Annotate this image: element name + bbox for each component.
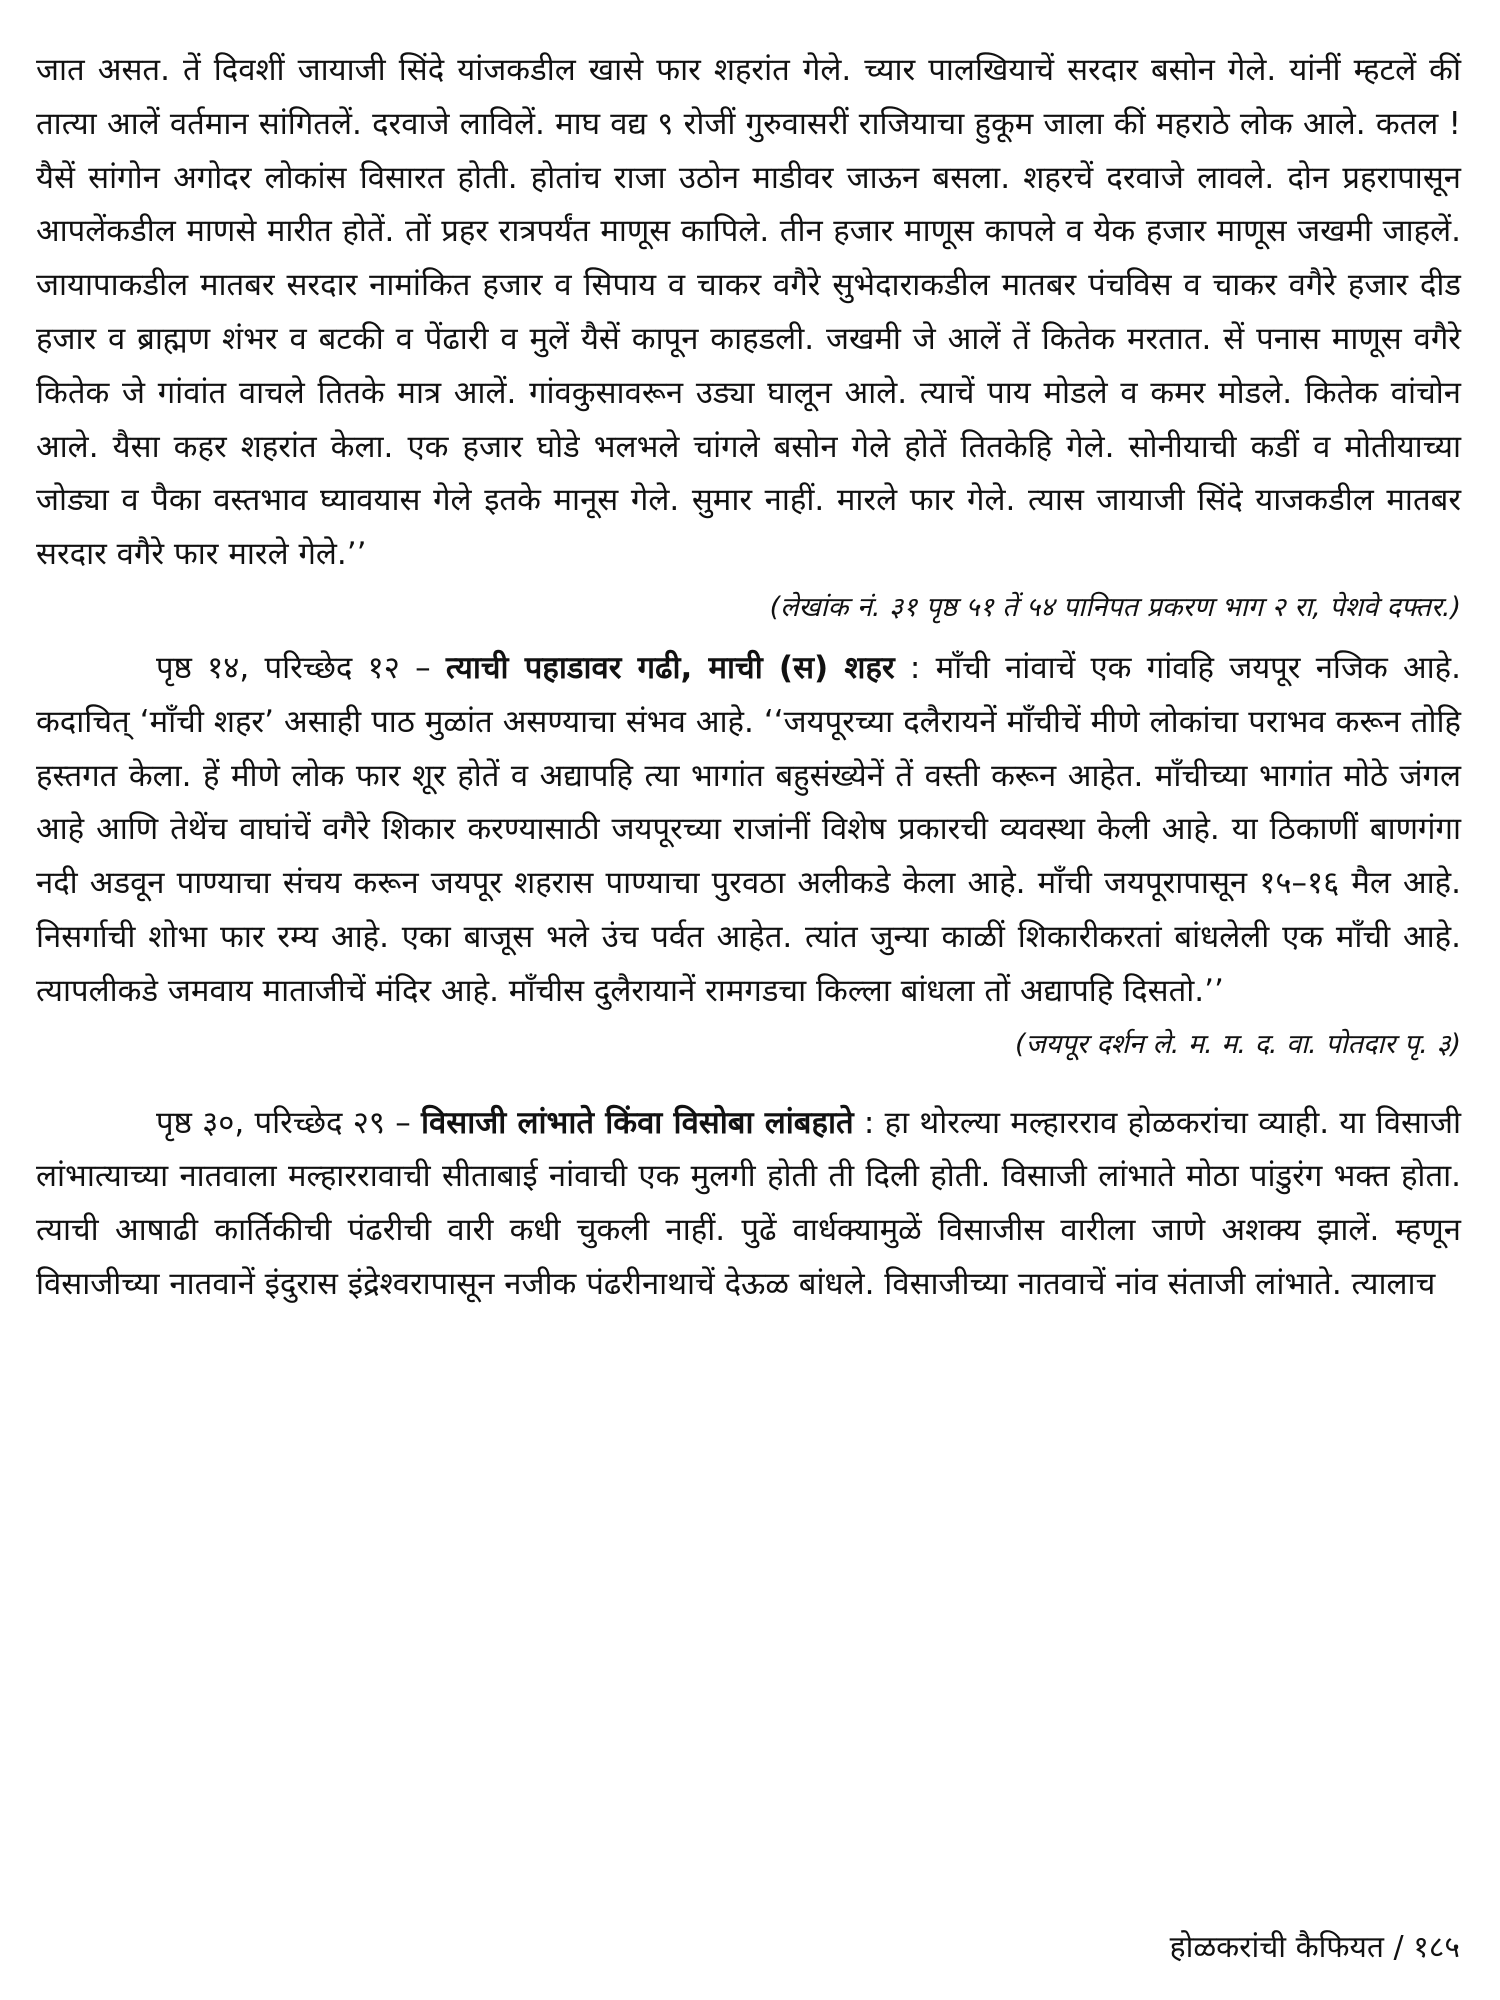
paragraph-spacer <box>36 1079 1461 1097</box>
note-body: : माँची नांवाचें एक गांवहि जयपूर नजिक आहे. कदाचित् ‘माँची शहर’ असाही पाठ मुळांत असण्याचा संभव आहे. ‘‘जयपूरच्या दलैरायनें माँचीचें मीणे लोकांचा पराभव करून तोहि हस्तगत केला. हें मीणे लोक फार शूर होतें व अद्यापहि त्या भागांत बहुसंख्येनें तें वस्ती करून आहेत. माँचीच्या भागांत मोठे जंगल आहे आणि तेथेंच वाघांचें वगैरे शिकार करण्यासाठी जयपूरच्या राजांनीं विशेष प्रकारची व्यवस्था केली आहे. या ठिकाणीं बाणगंगा नदी अडवून पाण्याचा संचय करून जयपूर शहरास पाण्याचा पुरवठा अलीकडे केला आहे. माँची जयपूरापासून १५–१६ मैल आहे. निसर्गाची शोभा फार रम्य आहे. एका बाजूस भले उंच पर्वत आहेत. त्यांत जुन्या काळीं शिकारीकरतां बांधलेली एक माँची आहे. त्यापलीकडे जमवाय माताजीचें मंदिर आहे. माँचीस दुलैरायानें रामगडचा किल्ला बांधला तों अद्यापहि दिसतो.’’ <box>36 649 1461 1009</box>
citation-peshwe-daftar: (लेखांक नं. ३१ पृष्ठ ५१ तें ५४ पानिपत प्रकरण भाग २ रा, पेशवे दफ्तर.) <box>769 591 1461 623</box>
note-body: : हा थोरल्या मल्हारराव होळकरांचा व्याही. या विसाजी लांभात्याच्या नातवाला मल्हाररावाची सीताबाई नांवाची एक मुलगी होती ती दिली होती. विसाजी लांभाते मोठा पांडुरंग भक्त होता. त्याची आषाढी कार्तिकीची पंढरीची वारी कधी चुकली नाहीं. पुढें वार्धक्यामुळें विसाजीस वारीला जाणे अशक्य झालें. म्हणून विसाजीच्या नातवानें इंदुरास इंद्रेश्वरापासून नजीक पंढरीनाथाचें देऊळ बांधले. विसाजीच्या नातवाचें नांव संताजी लांभाते. त्यालाच <box>36 1104 1461 1302</box>
note-heading: त्याची पहाडावर गढी, माची (स) शहर <box>445 649 895 686</box>
paragraph-page30-note <box>36 1097 1461 1312</box>
note-reference: पृष्ठ ३०, परिच्छेद २९ – <box>156 1104 421 1141</box>
paragraph-quote-continuation: जात असत. तें दिवशीं जायाजी सिंदे यांजकडील खासे फार शहरांत गेले. च्यार पालखियाचें सरदार बसोन गेले. यांनीं म्हटलें कीं तात्या आलें वर्तमान सांगितलें. दरवाजे लाविलें. माघ वद्य ९ रोजीं गुरुवासरीं राजियाचा हुकूम जाला कीं महराठे लोक आले. कतल ! यैसें सांगोन अगोदर लोकांस विसारत होती. होतांच राजा उठोन माडीवर जाऊन बसला. शहरचें दरवाजे लावले. दोन प्रहरापासून आपलेंकडील माणसे मारीत होतें. तों प्रहर रात्रपर्यंत माणूस कापिले. तीन हजार माणूस कापले व येक हजार माणूस जखमी जाहलें. जायापाकडील मातबर सरदार नामांकित हजार व सिपाय व चाकर वगैरे सुभेदाराकडील मातबर पंचविस व चाकर वगैरे हजार दीड हजार व ब्राह्मण शंभर व बटकी व पेंढारी व मुलें यैसें कापून काहडली. जखमी जे आलें तें कितेक मरतात. सें पनास माणूस वगैरे कितेक जे गांवांत वाचले तितके मात्र आलें. गांवकुसावरून उड्या घालून आले. त्याचें पाय मोडले व कमर मोडले. कितेक वांचोन आले. यैसा कहर शहरांत केला. एक हजार घोडे भलभले चांगले बसोन गेले होतें तितकेहि गेले. सोनीयाची कडीं व मोतीयाच्या जोड्या व पैका वस्तभाव घ्यावयास गेले इतके मानूस गेले. सुमार नाहीं. मारले फार गेले. त्यास जायाजी सिंदे याजकडील मातबर सरदार वगैरे फार मारले गेले.’’ <box>36 52 1461 573</box>
page-footer: होळकरांची कैफियत / १८५ <box>1169 1930 1460 1965</box>
note-reference: पृष्ठ १४, परिच्छेद १२ – <box>156 649 446 686</box>
note-heading: विसाजी लांभाते किंवा विसोबा लांबहाते <box>420 1104 854 1141</box>
page-body <box>36 44 1461 1312</box>
paragraph-page14-note <box>36 642 1461 1019</box>
citation-jaipur-darshan: (जयपूर दर्शन ले. म. म. द. वा. पोतदार पृ. ३) <box>1015 1028 1461 1060</box>
